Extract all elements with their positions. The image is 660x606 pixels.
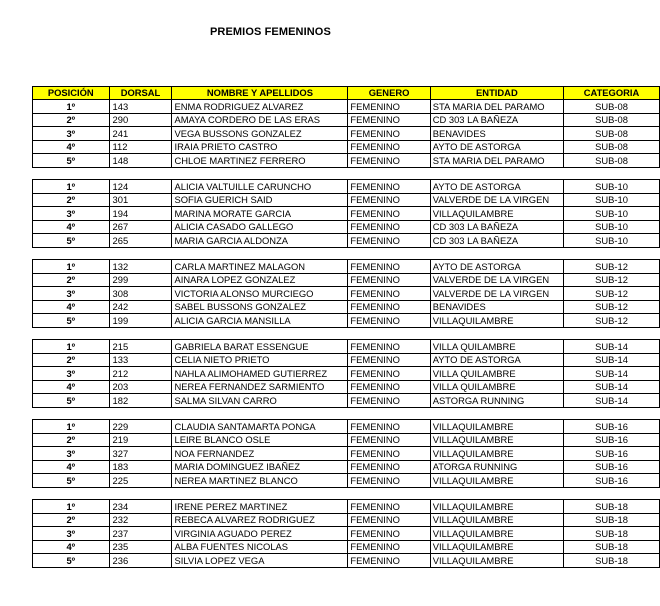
- separator-cell: [33, 407, 110, 420]
- name-cell: IRENE PEREZ MARTINEZ: [172, 500, 348, 514]
- gender-cell: FEMENINO: [348, 113, 430, 127]
- name-cell: VIRGINIA AGUADO PEREZ: [172, 527, 348, 541]
- entity-cell: VILLA QUILAMBRE: [430, 367, 563, 381]
- position-cell: 2º: [33, 273, 110, 287]
- gender-cell: FEMENINO: [348, 273, 430, 287]
- table-row: [33, 433, 660, 447]
- table-row: [33, 154, 660, 168]
- position-cell: 3º: [33, 447, 110, 461]
- position-cell: 2º: [33, 353, 110, 367]
- separator-cell: [172, 167, 348, 180]
- category-cell: SUB-08: [564, 127, 660, 141]
- category-cell: SUB-08: [564, 154, 660, 168]
- entity-cell: VILLAQUILAMBRE: [430, 554, 563, 568]
- entity-cell: VILLAQUILAMBRE: [430, 540, 563, 554]
- dorsal-cell: 124: [109, 180, 172, 194]
- entity-cell: ATORGA RUNNING: [430, 460, 563, 474]
- group-separator: [33, 327, 660, 340]
- position-cell: 3º: [33, 367, 110, 381]
- dorsal-cell: 148: [109, 154, 172, 168]
- category-cell: SUB-14: [564, 367, 660, 381]
- table-row: [33, 367, 660, 381]
- separator-cell: [430, 487, 563, 500]
- gender-cell: FEMENINO: [348, 234, 430, 248]
- separator-cell: [109, 407, 172, 420]
- separator-cell: [109, 167, 172, 180]
- position-cell: 2º: [33, 193, 110, 207]
- table-row: [33, 273, 660, 287]
- dorsal-cell: 203: [109, 380, 172, 394]
- position-cell: 1º: [33, 500, 110, 514]
- dorsal-cell: 267: [109, 220, 172, 234]
- dorsal-cell: 183: [109, 460, 172, 474]
- position-cell: 5º: [33, 554, 110, 568]
- column-header-dorsal: DORSAL: [109, 87, 172, 100]
- name-cell: MARINA MORATE GARCIA: [172, 207, 348, 221]
- category-cell: SUB-08: [564, 113, 660, 127]
- name-cell: SOFIA GUERICH SAID: [172, 193, 348, 207]
- name-cell: ALICIA VALTUILLE CARUNCHO: [172, 180, 348, 194]
- position-cell: 1º: [33, 180, 110, 194]
- table-row: [33, 474, 660, 488]
- category-cell: SUB-14: [564, 353, 660, 367]
- dorsal-cell: 143: [109, 100, 172, 114]
- position-cell: 1º: [33, 420, 110, 434]
- entity-cell: STA MARIA DEL PARAMO: [430, 154, 563, 168]
- dorsal-cell: 199: [109, 314, 172, 328]
- name-cell: AINARA LOPEZ GONZALEZ: [172, 273, 348, 287]
- name-cell: CARLA MARTINEZ MALAGON: [172, 260, 348, 274]
- dorsal-cell: 194: [109, 207, 172, 221]
- separator-cell: [109, 247, 172, 260]
- entity-cell: VILLAQUILAMBRE: [430, 314, 563, 328]
- column-header-categoria: CATEGORIA: [564, 87, 660, 100]
- name-cell: CHLOE MARTINEZ FERRERO: [172, 154, 348, 168]
- table-row: [33, 180, 660, 194]
- entity-cell: ASTORGA RUNNING: [430, 394, 563, 408]
- category-cell: SUB-16: [564, 420, 660, 434]
- group-separator: [33, 247, 660, 260]
- name-cell: SALMA SILVAN CARRO: [172, 394, 348, 408]
- category-cell: SUB-18: [564, 500, 660, 514]
- position-cell: 4º: [33, 380, 110, 394]
- table-row: [33, 234, 660, 248]
- entity-cell: VALVERDE DE LA VIRGEN: [430, 273, 563, 287]
- entity-cell: VILLAQUILAMBRE: [430, 527, 563, 541]
- position-cell: 5º: [33, 154, 110, 168]
- table-row: [33, 300, 660, 314]
- position-cell: 5º: [33, 314, 110, 328]
- name-cell: AMAYA CORDERO DE LAS ERAS: [172, 113, 348, 127]
- separator-cell: [564, 407, 660, 420]
- separator-cell: [109, 487, 172, 500]
- entity-cell: CD 303 LA BAÑEZA: [430, 220, 563, 234]
- position-cell: 4º: [33, 220, 110, 234]
- position-cell: 1º: [33, 340, 110, 354]
- name-cell: REBECA ALVAREZ RODRIGUEZ: [172, 513, 348, 527]
- name-cell: ALICIA GARCIA MANSILLA: [172, 314, 348, 328]
- separator-cell: [172, 327, 348, 340]
- name-cell: LEIRE BLANCO OSLE: [172, 433, 348, 447]
- entity-cell: VILLAQUILAMBRE: [430, 207, 563, 221]
- gender-cell: FEMENINO: [348, 380, 430, 394]
- separator-cell: [564, 167, 660, 180]
- name-cell: IRAIA PRIETO CASTRO: [172, 140, 348, 154]
- position-cell: 5º: [33, 474, 110, 488]
- gender-cell: FEMENINO: [348, 447, 430, 461]
- table-row: [33, 140, 660, 154]
- position-cell: 5º: [33, 394, 110, 408]
- table-row: [33, 207, 660, 221]
- position-cell: 3º: [33, 207, 110, 221]
- gender-cell: FEMENINO: [348, 154, 430, 168]
- dorsal-cell: 299: [109, 273, 172, 287]
- column-header-entidad: ENTIDAD: [430, 87, 563, 100]
- category-cell: SUB-12: [564, 314, 660, 328]
- category-cell: SUB-10: [564, 220, 660, 234]
- column-header-nombre: NOMBRE Y APELLIDOS: [172, 87, 348, 100]
- category-cell: SUB-10: [564, 193, 660, 207]
- name-cell: ALICIA CASADO GALLEGO: [172, 220, 348, 234]
- gender-cell: FEMENINO: [348, 127, 430, 141]
- entity-cell: VILLAQUILAMBRE: [430, 433, 563, 447]
- separator-cell: [348, 327, 430, 340]
- dorsal-cell: 290: [109, 113, 172, 127]
- dorsal-cell: 182: [109, 394, 172, 408]
- table-row: [33, 394, 660, 408]
- entity-cell: AYTO DE ASTORGA: [430, 260, 563, 274]
- dorsal-cell: 212: [109, 367, 172, 381]
- category-cell: SUB-14: [564, 380, 660, 394]
- table-row: [33, 460, 660, 474]
- gender-cell: FEMENINO: [348, 300, 430, 314]
- category-cell: SUB-08: [564, 100, 660, 114]
- separator-cell: [172, 247, 348, 260]
- dorsal-cell: 215: [109, 340, 172, 354]
- separator-cell: [348, 407, 430, 420]
- entity-cell: BENAVIDES: [430, 127, 563, 141]
- gender-cell: FEMENINO: [348, 420, 430, 434]
- gender-cell: FEMENINO: [348, 180, 430, 194]
- separator-cell: [430, 407, 563, 420]
- table-row: [33, 420, 660, 434]
- category-cell: SUB-14: [564, 394, 660, 408]
- entity-cell: VALVERDE DE LA VIRGEN: [430, 287, 563, 301]
- separator-cell: [33, 247, 110, 260]
- separator-cell: [564, 247, 660, 260]
- table-row: [33, 193, 660, 207]
- category-cell: SUB-18: [564, 554, 660, 568]
- name-cell: VICTORIA ALONSO MURCIEGO: [172, 287, 348, 301]
- position-cell: 3º: [33, 287, 110, 301]
- position-cell: 4º: [33, 140, 110, 154]
- table-row: [33, 260, 660, 274]
- category-cell: SUB-12: [564, 287, 660, 301]
- separator-cell: [564, 327, 660, 340]
- gender-cell: FEMENINO: [348, 340, 430, 354]
- dorsal-cell: 237: [109, 527, 172, 541]
- table-row: [33, 380, 660, 394]
- group-separator: [33, 487, 660, 500]
- position-cell: 5º: [33, 234, 110, 248]
- name-cell: NEREA MARTINEZ BLANCO: [172, 474, 348, 488]
- entity-cell: BENAVIDES: [430, 300, 563, 314]
- name-cell: CLAUDIA SANTAMARTA PONGA: [172, 420, 348, 434]
- name-cell: CELIA NIETO PRIETO: [172, 353, 348, 367]
- gender-cell: FEMENINO: [348, 500, 430, 514]
- name-cell: VEGA BUSSONS GONZALEZ: [172, 127, 348, 141]
- position-cell: 2º: [33, 113, 110, 127]
- column-header-genero: GENERO: [348, 87, 430, 100]
- gender-cell: FEMENINO: [348, 314, 430, 328]
- dorsal-cell: 242: [109, 300, 172, 314]
- entity-cell: VALVERDE DE LA VIRGEN: [430, 193, 563, 207]
- gender-cell: FEMENINO: [348, 540, 430, 554]
- gender-cell: FEMENINO: [348, 460, 430, 474]
- category-cell: SUB-08: [564, 140, 660, 154]
- dorsal-cell: 132: [109, 260, 172, 274]
- name-cell: NOA FERNANDEZ: [172, 447, 348, 461]
- name-cell: GABRIELA BARAT ESSENGUE: [172, 340, 348, 354]
- gender-cell: FEMENINO: [348, 207, 430, 221]
- entity-cell: CD 303 LA BAÑEZA: [430, 234, 563, 248]
- gender-cell: FEMENINO: [348, 554, 430, 568]
- entity-cell: AYTO DE ASTORGA: [430, 180, 563, 194]
- gender-cell: FEMENINO: [348, 193, 430, 207]
- separator-cell: [348, 167, 430, 180]
- position-cell: 1º: [33, 100, 110, 114]
- position-cell: 4º: [33, 540, 110, 554]
- name-cell: SABEL BUSSONS GONZALEZ: [172, 300, 348, 314]
- category-cell: SUB-16: [564, 474, 660, 488]
- table-row: [33, 500, 660, 514]
- table-row: [33, 100, 660, 114]
- table-row: [33, 113, 660, 127]
- dorsal-cell: 308: [109, 287, 172, 301]
- separator-cell: [109, 327, 172, 340]
- category-cell: SUB-16: [564, 460, 660, 474]
- separator-cell: [33, 167, 110, 180]
- gender-cell: FEMENINO: [348, 513, 430, 527]
- separator-cell: [172, 487, 348, 500]
- dorsal-cell: 229: [109, 420, 172, 434]
- gender-cell: FEMENINO: [348, 474, 430, 488]
- category-cell: SUB-12: [564, 273, 660, 287]
- table-row: [33, 287, 660, 301]
- gender-cell: FEMENINO: [348, 287, 430, 301]
- table-row: [33, 314, 660, 328]
- separator-cell: [430, 167, 563, 180]
- group-separator: [33, 167, 660, 180]
- name-cell: MARIA DOMINGUEZ IBAÑEZ: [172, 460, 348, 474]
- gender-cell: FEMENINO: [348, 527, 430, 541]
- entity-cell: CD 303 LA BAÑEZA: [430, 113, 563, 127]
- dorsal-cell: 133: [109, 353, 172, 367]
- entity-cell: STA MARIA DEL PARAMO: [430, 100, 563, 114]
- dorsal-cell: 225: [109, 474, 172, 488]
- dorsal-cell: 234: [109, 500, 172, 514]
- position-cell: 3º: [33, 527, 110, 541]
- dorsal-cell: 265: [109, 234, 172, 248]
- dorsal-cell: 112: [109, 140, 172, 154]
- separator-cell: [33, 487, 110, 500]
- gender-cell: FEMENINO: [348, 140, 430, 154]
- category-cell: SUB-12: [564, 300, 660, 314]
- category-cell: SUB-16: [564, 447, 660, 461]
- table-row: [33, 540, 660, 554]
- gender-cell: FEMENINO: [348, 353, 430, 367]
- name-cell: MARIA GARCIA ALDONZA: [172, 234, 348, 248]
- gender-cell: FEMENINO: [348, 220, 430, 234]
- name-cell: ENMA RODRIGUEZ ALVAREZ: [172, 100, 348, 114]
- entity-cell: AYTO DE ASTORGA: [430, 140, 563, 154]
- dorsal-cell: 236: [109, 554, 172, 568]
- entity-cell: VILLA QUILAMBRE: [430, 340, 563, 354]
- results-table: [32, 86, 660, 568]
- category-cell: SUB-18: [564, 527, 660, 541]
- position-cell: 2º: [33, 513, 110, 527]
- dorsal-cell: 235: [109, 540, 172, 554]
- dorsal-cell: 241: [109, 127, 172, 141]
- table-row: [33, 513, 660, 527]
- gender-cell: FEMENINO: [348, 367, 430, 381]
- table-row: [33, 127, 660, 141]
- table-row: [33, 220, 660, 234]
- separator-cell: [430, 247, 563, 260]
- name-cell: ALBA FUENTES NICOLAS: [172, 540, 348, 554]
- entity-cell: VILLAQUILAMBRE: [430, 500, 563, 514]
- gender-cell: FEMENINO: [348, 260, 430, 274]
- position-cell: 4º: [33, 460, 110, 474]
- position-cell: 3º: [33, 127, 110, 141]
- separator-cell: [33, 327, 110, 340]
- table-row: [33, 340, 660, 354]
- gender-cell: FEMENINO: [348, 394, 430, 408]
- separator-cell: [430, 327, 563, 340]
- group-separator: [33, 407, 660, 420]
- entity-cell: VILLAQUILAMBRE: [430, 447, 563, 461]
- dorsal-cell: 327: [109, 447, 172, 461]
- name-cell: NEREA FERNANDEZ SARMIENTO: [172, 380, 348, 394]
- category-cell: SUB-12: [564, 260, 660, 274]
- separator-cell: [348, 487, 430, 500]
- dorsal-cell: 301: [109, 193, 172, 207]
- table-row: [33, 353, 660, 367]
- category-cell: SUB-18: [564, 540, 660, 554]
- entity-cell: VILLAQUILAMBRE: [430, 513, 563, 527]
- page-title: PREMIOS FEMENINOS: [210, 26, 331, 38]
- category-cell: SUB-10: [564, 180, 660, 194]
- name-cell: NAHLA ALIMOHAMED GUTIERREZ: [172, 367, 348, 381]
- table-row: [33, 554, 660, 568]
- results-table-body: [33, 87, 660, 568]
- category-cell: SUB-10: [564, 207, 660, 221]
- entity-cell: AYTO DE ASTORGA: [430, 353, 563, 367]
- category-cell: SUB-14: [564, 340, 660, 354]
- position-cell: 2º: [33, 433, 110, 447]
- separator-cell: [172, 407, 348, 420]
- position-cell: 1º: [33, 260, 110, 274]
- gender-cell: FEMENINO: [348, 100, 430, 114]
- position-cell: 4º: [33, 300, 110, 314]
- entity-cell: VILLAQUILAMBRE: [430, 474, 563, 488]
- category-cell: SUB-10: [564, 234, 660, 248]
- name-cell: SILVIA LOPEZ VEGA: [172, 554, 348, 568]
- table-row: [33, 527, 660, 541]
- table-header-row: [33, 87, 660, 100]
- dorsal-cell: 232: [109, 513, 172, 527]
- entity-cell: VILLAQUILAMBRE: [430, 420, 563, 434]
- separator-cell: [564, 487, 660, 500]
- separator-cell: [348, 247, 430, 260]
- table-row: [33, 447, 660, 461]
- category-cell: SUB-18: [564, 513, 660, 527]
- category-cell: SUB-16: [564, 433, 660, 447]
- entity-cell: VILLA QUILAMBRE: [430, 380, 563, 394]
- dorsal-cell: 219: [109, 433, 172, 447]
- gender-cell: FEMENINO: [348, 433, 430, 447]
- column-header-posicion: POSICIÓN: [33, 87, 110, 100]
